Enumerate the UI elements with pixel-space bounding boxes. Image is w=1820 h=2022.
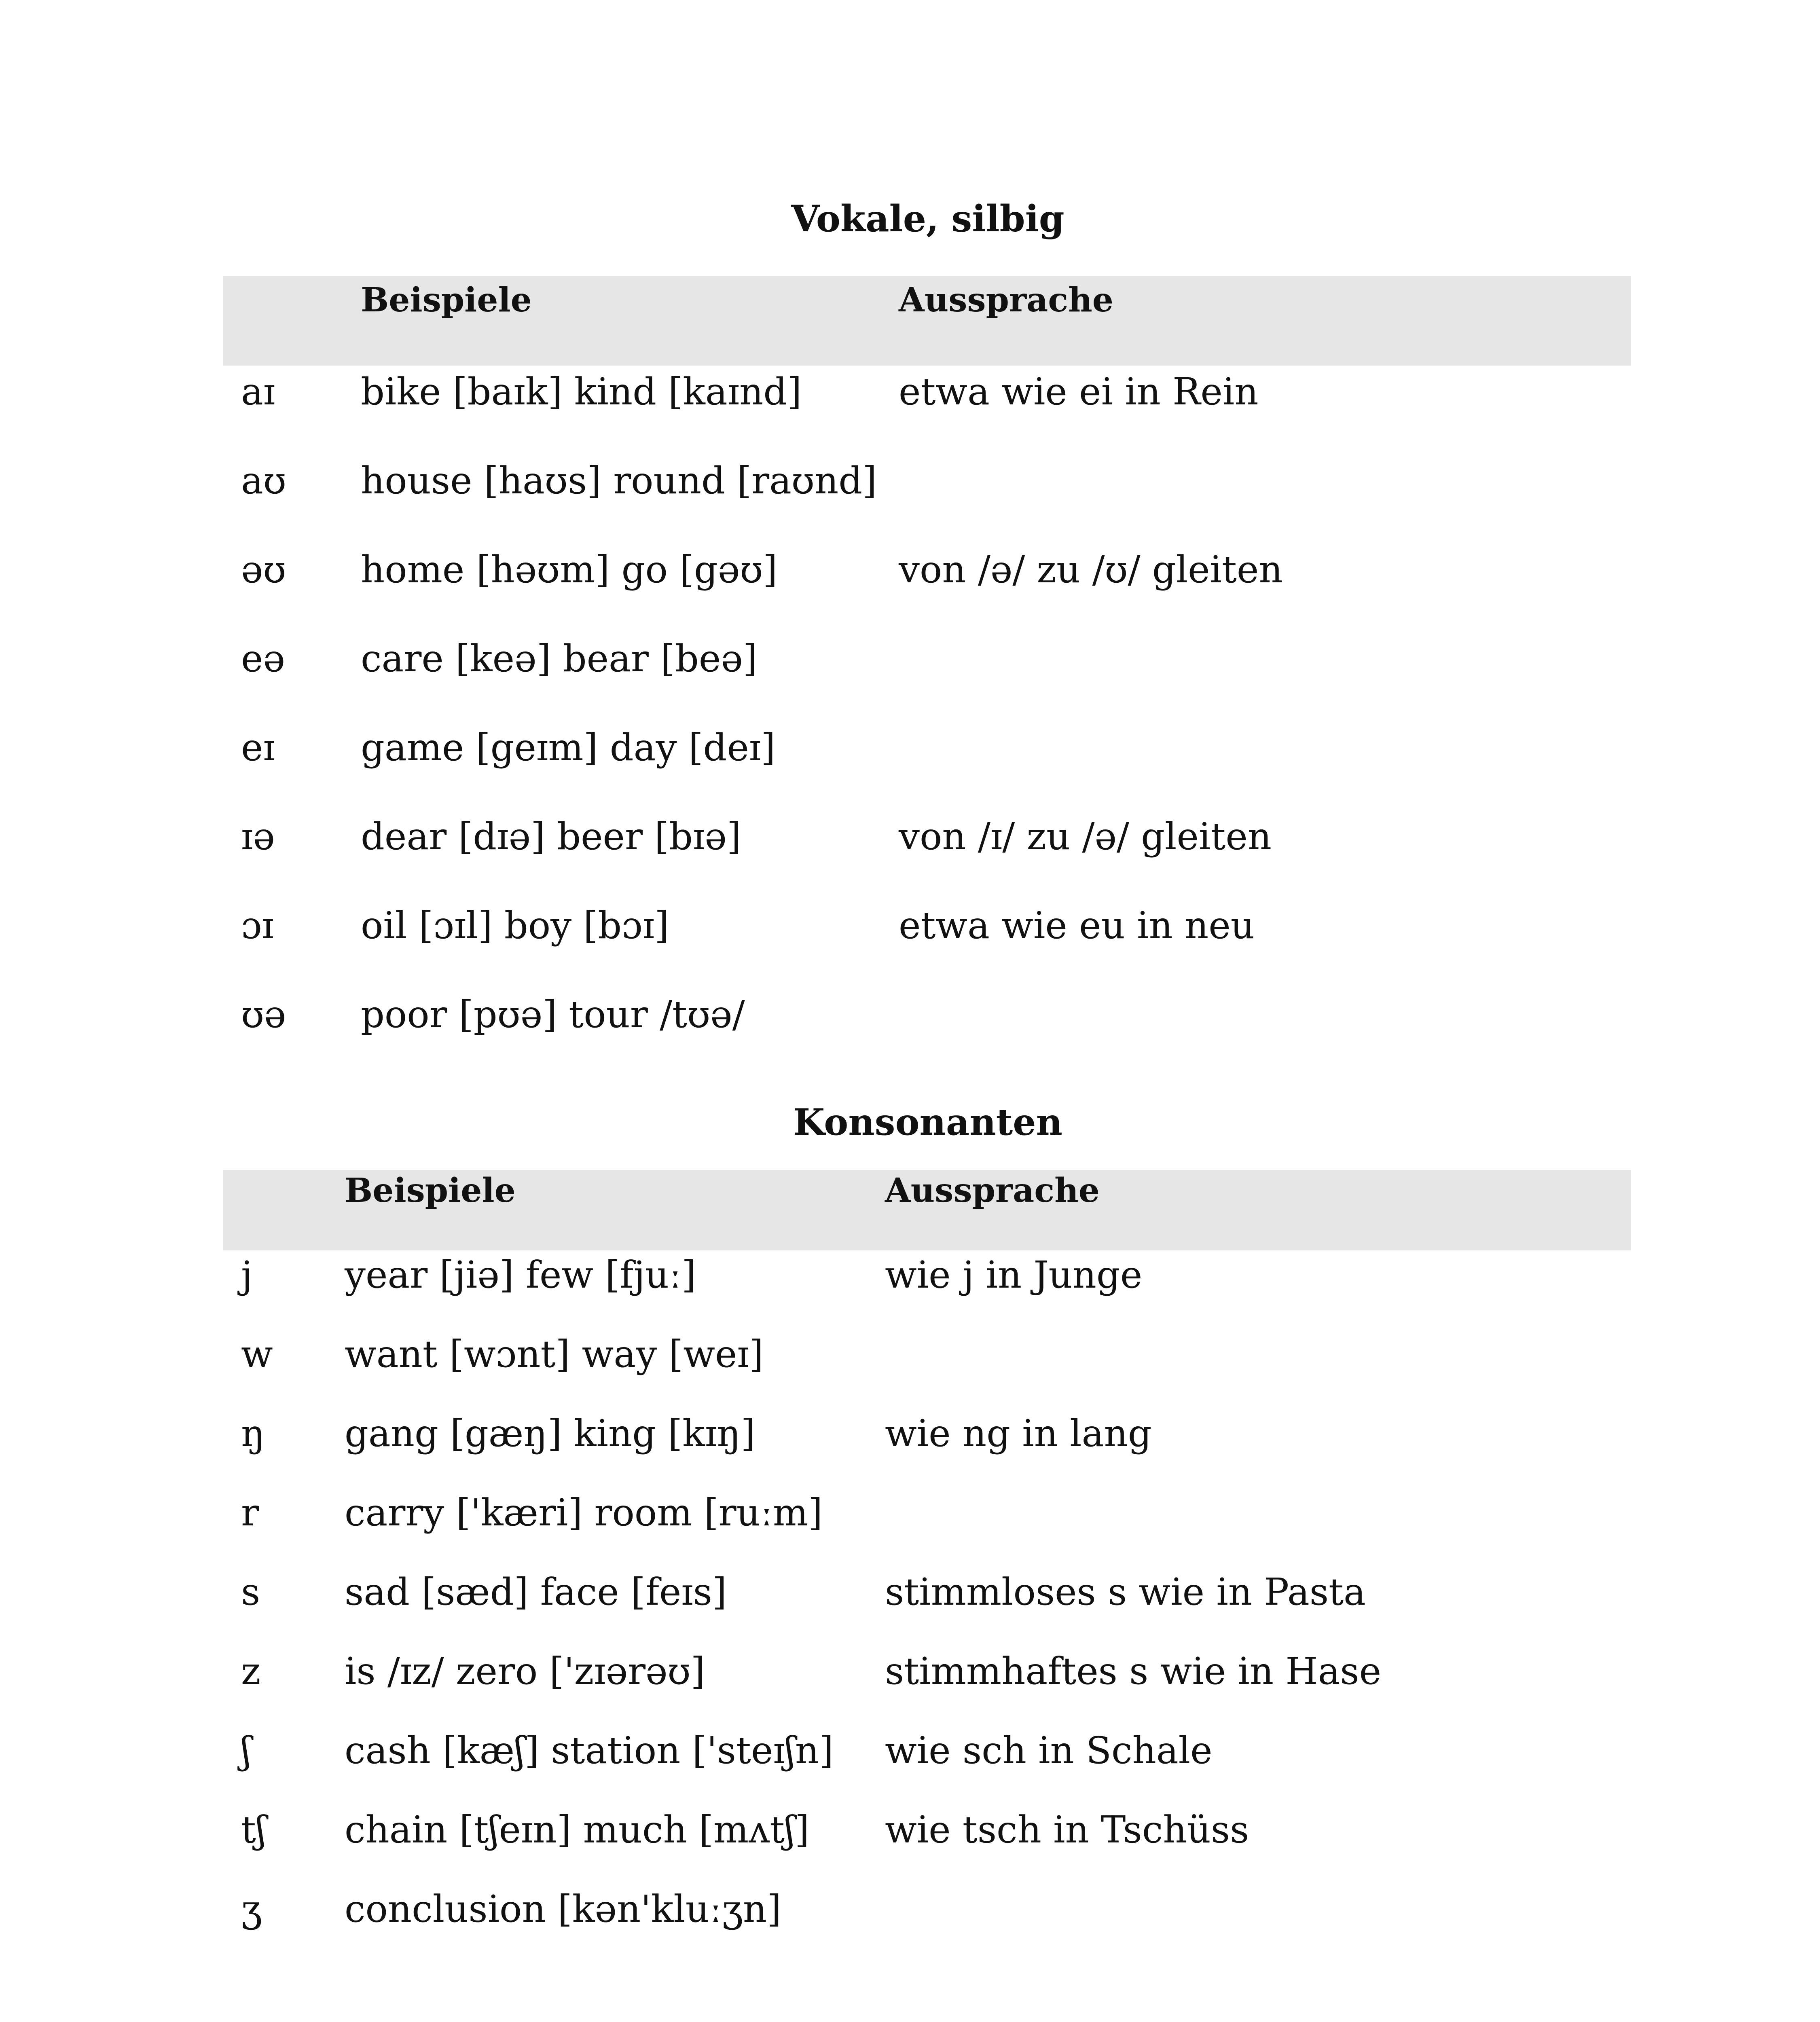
vokale-header-aussprache: Aussprache xyxy=(899,281,1113,319)
vokale-row xyxy=(223,814,1631,859)
vokale-symbol: aɪ xyxy=(241,370,275,413)
konsonanten-aussprache: stimmhaftes s wie in Hase xyxy=(885,1650,1382,1693)
vokale-beispiele: care [keə] bear [beə] xyxy=(361,637,758,680)
vokale-symbol: əʊ xyxy=(241,548,286,591)
vokale-header xyxy=(223,276,1631,366)
konsonanten-row xyxy=(223,1332,1631,1377)
konsonanten-header xyxy=(223,1170,1631,1250)
konsonanten-symbol: w xyxy=(241,1332,273,1376)
konsonanten-symbol: ʃ xyxy=(241,1729,251,1772)
konsonanten-beispiele: conclusion [kən'kluːʒn] xyxy=(345,1887,782,1931)
vokale-aussprache: von /ɪ/ zu /ə/ gleiten xyxy=(899,815,1272,858)
konsonanten-beispiele: cash [kæʃ] station ['steɪʃn] xyxy=(345,1729,834,1772)
konsonanten-beispiele: year [jiə] few [fjuː] xyxy=(345,1253,696,1297)
konsonanten-row xyxy=(223,1253,1631,1297)
konsonanten-symbol: tʃ xyxy=(241,1808,266,1851)
konsonanten-aussprache: stimmloses s wie in Pasta xyxy=(885,1570,1366,1614)
vokale-aussprache: etwa wie eu in neu xyxy=(899,904,1255,947)
konsonanten-row xyxy=(223,1491,1631,1535)
vokale-beispiele: oil [ɔɪl] boy [bɔɪ] xyxy=(361,904,669,947)
konsonanten-header-aussprache: Aussprache xyxy=(885,1171,1100,1210)
vokale-row xyxy=(223,992,1631,1037)
vokale-title: Vokale, silbig xyxy=(791,197,1064,240)
konsonanten-aussprache: wie ng in lang xyxy=(885,1412,1152,1455)
vokale-header-beispiele: Beispiele xyxy=(361,281,532,319)
vokale-beispiele: poor [pʊə] tour /tʊə/ xyxy=(361,993,745,1036)
konsonanten-aussprache: wie j in Junge xyxy=(885,1253,1143,1297)
konsonanten-row xyxy=(223,1887,1631,1931)
konsonanten-title: Konsonanten xyxy=(793,1101,1062,1144)
vokale-symbol: ɔɪ xyxy=(241,904,274,947)
vokale-symbol: ɪə xyxy=(241,815,275,858)
vokale-row xyxy=(223,637,1631,681)
konsonanten-row xyxy=(223,1808,1631,1852)
konsonanten-beispiele: gang [gæŋ] king [kɪŋ] xyxy=(345,1412,756,1455)
konsonanten-symbol: ʒ xyxy=(241,1887,262,1931)
vokale-row xyxy=(223,548,1631,592)
konsonanten-row xyxy=(223,1728,1631,1773)
vokale-symbol: eɪ xyxy=(241,726,275,769)
konsonanten-symbol: s xyxy=(241,1570,260,1614)
vokale-beispiele: home [həʊm] go [gəʊ] xyxy=(361,548,778,591)
vokale-row xyxy=(223,370,1631,414)
vokale-row xyxy=(223,903,1631,948)
vokale-beispiele: bike [baɪk] kind [kaɪnd] xyxy=(361,370,802,413)
vokale-aussprache: von /ə/ zu /ʊ/ gleiten xyxy=(899,548,1283,591)
vokale-row xyxy=(223,459,1631,503)
vokale-aussprache: etwa wie ei in Rein xyxy=(899,370,1259,413)
konsonanten-header-beispiele: Beispiele xyxy=(345,1171,516,1210)
konsonanten-beispiele: want [wɔnt] way [weɪ] xyxy=(345,1332,764,1376)
konsonanten-beispiele: is /ɪz/ zero ['zɪərəʊ] xyxy=(345,1650,705,1693)
vokale-beispiele: dear [dɪə] beer [bɪə] xyxy=(361,815,741,858)
konsonanten-aussprache: wie tsch in Tschüss xyxy=(885,1808,1249,1851)
konsonanten-aussprache: wie sch in Schale xyxy=(885,1729,1213,1772)
konsonanten-row xyxy=(223,1411,1631,1456)
vokale-symbol: aʊ xyxy=(241,459,286,502)
konsonanten-beispiele: chain [tʃeɪn] much [mʌtʃ] xyxy=(345,1808,810,1851)
vokale-symbol: ʊə xyxy=(241,993,286,1036)
konsonanten-beispiele: carry ['kæri] room [ruːm] xyxy=(345,1491,823,1534)
konsonanten-symbol: r xyxy=(241,1491,259,1534)
konsonanten-symbol: ŋ xyxy=(241,1412,265,1455)
konsonanten-symbol: z xyxy=(241,1650,261,1693)
vokale-beispiele: game [geɪm] day [deɪ] xyxy=(361,726,776,769)
vokale-beispiele: house [haʊs] round [raʊnd] xyxy=(361,459,877,502)
konsonanten-symbol: j xyxy=(241,1253,253,1297)
vokale-row xyxy=(223,725,1631,770)
konsonanten-beispiele: sad [sæd] face [feɪs] xyxy=(345,1570,727,1614)
konsonanten-row xyxy=(223,1570,1631,1614)
vokale-symbol: eə xyxy=(241,637,285,680)
konsonanten-row xyxy=(223,1649,1631,1694)
